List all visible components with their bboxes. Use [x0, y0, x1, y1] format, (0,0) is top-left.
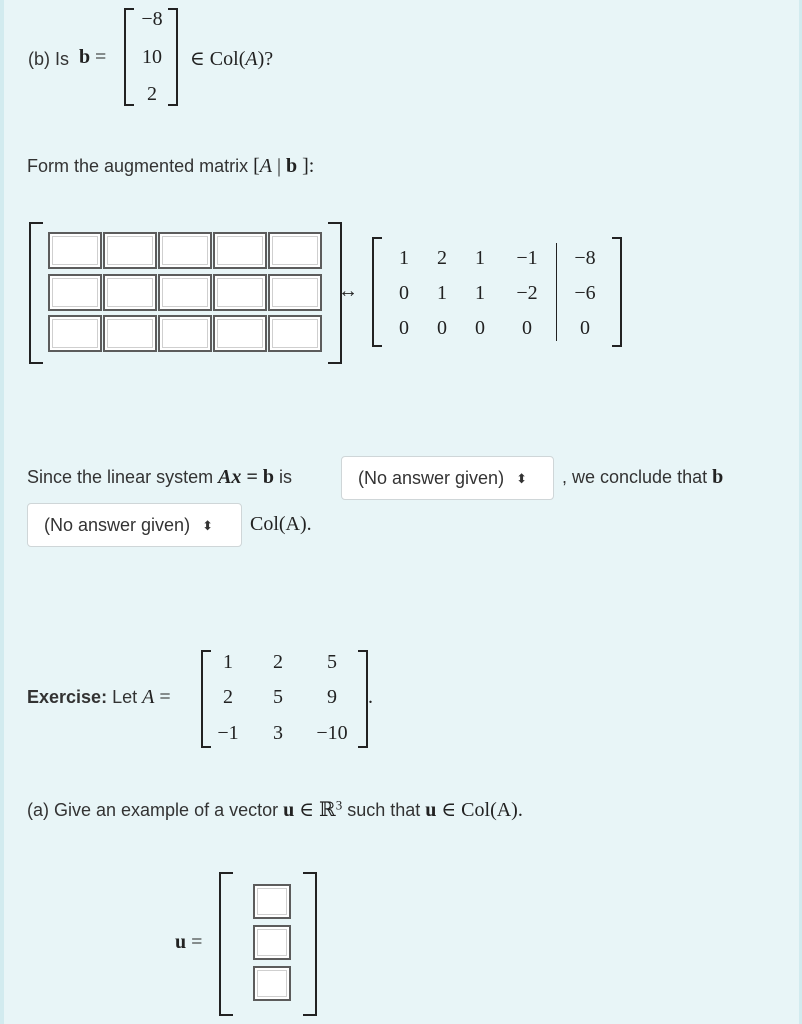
membership-select[interactable]: (No answer given) ⬍ — [27, 503, 242, 547]
exercise-entry: 2 — [273, 651, 283, 673]
reduced-entry: 0 — [522, 317, 532, 339]
reduced-entry: −1 — [516, 247, 538, 269]
left-edge — [0, 0, 4, 1024]
col-a-text: Col(A). — [250, 513, 312, 535]
matrix-cell-input[interactable] — [48, 232, 102, 269]
conclusion-text-start: Since the linear system Ax = b is — [27, 466, 292, 488]
b-symbol: b — [79, 46, 91, 68]
matrix-cell-input[interactable] — [268, 232, 322, 269]
vector-entry: −8 — [141, 8, 163, 30]
reduced-entry: 1 — [399, 247, 409, 269]
exercise-right-bracket — [358, 650, 368, 748]
matrix-cell-input[interactable] — [48, 315, 102, 352]
u-entry-input[interactable] — [253, 925, 291, 960]
matrix-cell-input[interactable] — [268, 274, 322, 311]
vector-right-bracket — [168, 8, 178, 106]
exercise-entry: 5 — [327, 651, 337, 673]
vector-left-bracket — [124, 8, 134, 106]
matrix-cell-input[interactable] — [213, 315, 267, 352]
exercise-label: Exercise: Let A = — [27, 686, 171, 708]
reduced-entry: 2 — [437, 247, 447, 269]
reduced-entry: 0 — [475, 317, 485, 339]
exercise-period: . — [368, 686, 373, 708]
matrix-cell-input[interactable] — [48, 274, 102, 311]
exercise-entry: 9 — [327, 686, 337, 708]
exercise-left-bracket — [201, 650, 211, 748]
matrix-cell-input[interactable] — [103, 274, 157, 311]
conclusion-text-mid: , we conclude that b — [562, 466, 724, 488]
reduced-entry: 1 — [437, 282, 447, 304]
updown-caret-icon: ⬍ — [516, 470, 527, 486]
matrix-left-bracket — [29, 222, 43, 364]
matrix-cell-input[interactable] — [268, 315, 322, 352]
exercise-entry: 5 — [273, 686, 283, 708]
vector-entry: 10 — [142, 46, 162, 68]
matrix-cell-input[interactable] — [213, 274, 267, 311]
vector-entry: 2 — [147, 83, 157, 105]
reduced-entry: −6 — [574, 282, 596, 304]
reduced-entry: 0 — [580, 317, 590, 339]
u-right-bracket — [303, 872, 317, 1016]
exercise-entry: −10 — [316, 722, 348, 744]
augment-separator — [556, 243, 557, 341]
matrix-cell-input[interactable] — [158, 274, 212, 311]
updown-caret-icon: ⬍ — [202, 517, 213, 533]
reduced-entry: 0 — [399, 282, 409, 304]
matrix-cell-input[interactable] — [158, 232, 212, 269]
row-equivalent-arrow: ↔ — [338, 280, 358, 302]
matrix-cell-input[interactable] — [158, 315, 212, 352]
exercise-entry: 1 — [223, 651, 233, 673]
exercise-entry: 3 — [273, 722, 283, 744]
reduced-entry: −8 — [574, 247, 596, 269]
matrix-cell-input[interactable] — [103, 232, 157, 269]
part-b-prefix: (b) Is — [28, 49, 70, 69]
consistency-select[interactable]: (No answer given) ⬍ — [341, 456, 554, 500]
u-left-bracket — [219, 872, 233, 1016]
matrix-cell-input[interactable] — [103, 315, 157, 352]
membership-text: ∈ Col(A)? — [190, 48, 274, 70]
exercise-entry: 2 — [223, 686, 233, 708]
reduced-entry: 1 — [475, 247, 485, 269]
u-entry-input[interactable] — [253, 884, 291, 919]
equals-sign: = — [95, 46, 107, 68]
reduced-entry: 0 — [437, 317, 447, 339]
exercise-entry: −1 — [217, 722, 239, 744]
u-label: u = — [175, 931, 203, 953]
reduced-left-bracket — [372, 237, 382, 347]
reduced-entry: 1 — [475, 282, 485, 304]
part-a-question: (a) Give an example of a vector u ∈ ℝ$^3$ such that u ∈ Col(A). — [27, 797, 523, 821]
reduced-right-bracket — [612, 237, 622, 347]
reduced-entry: 0 — [399, 317, 409, 339]
augmented-prompt: Form the augmented matrix [A | b ]: — [27, 155, 315, 177]
matrix-cell-input[interactable] — [213, 232, 267, 269]
u-entry-input[interactable] — [253, 966, 291, 1001]
reduced-entry: −2 — [516, 282, 538, 304]
